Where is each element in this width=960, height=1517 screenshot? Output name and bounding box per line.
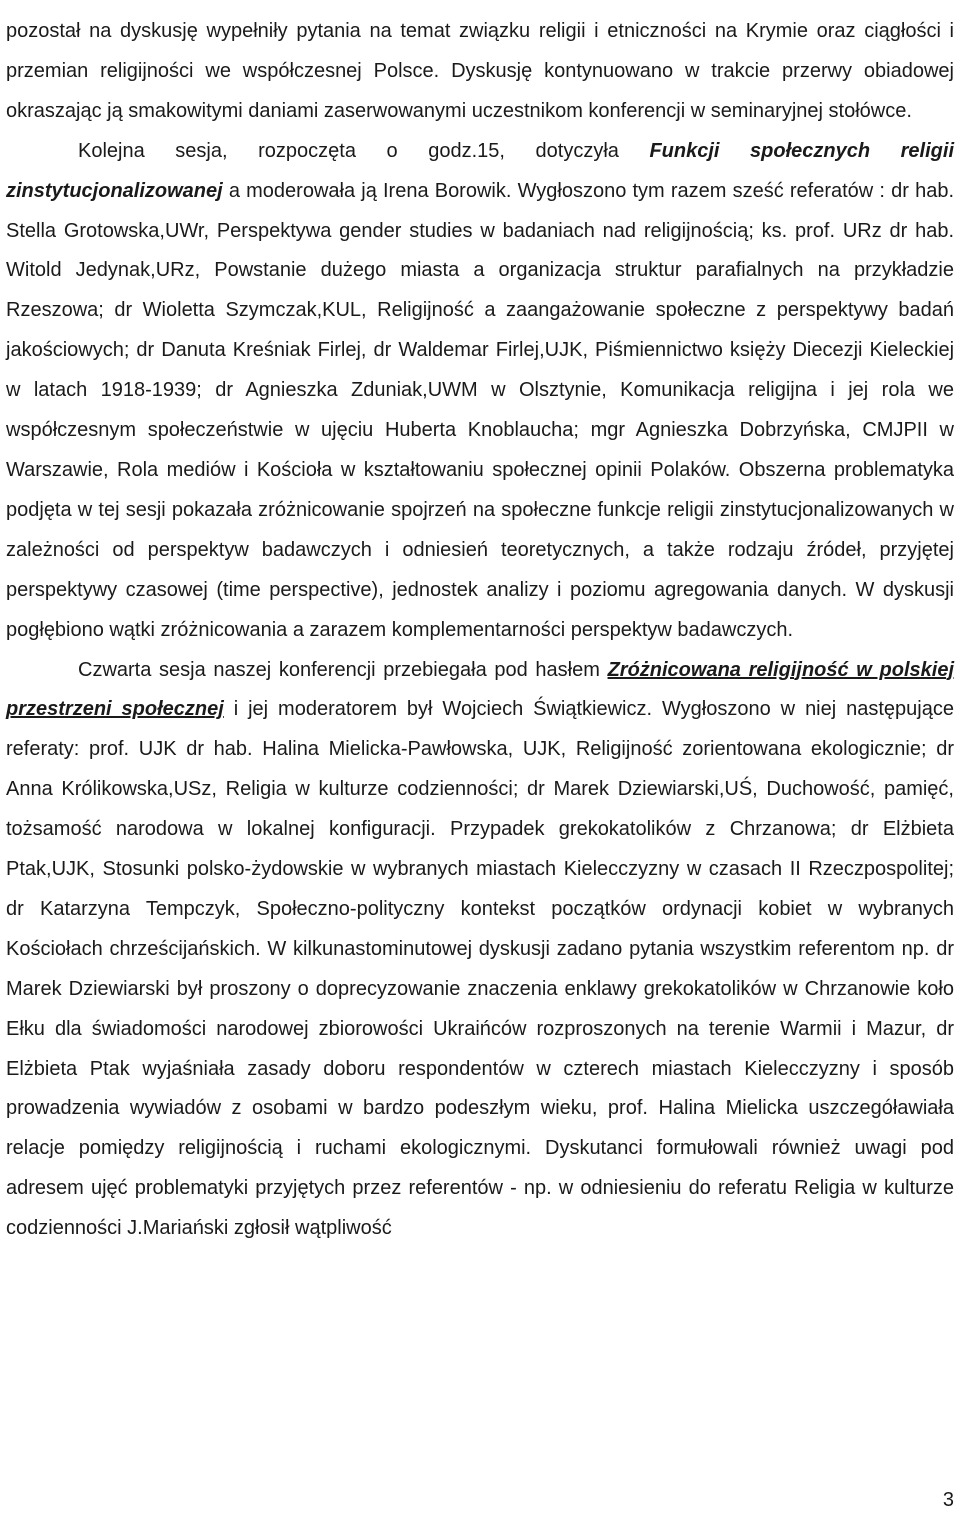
text-run: ,	[203, 219, 217, 242]
emphasis-run: dr Wioletta Szymczak	[114, 299, 317, 322]
text-run: ;	[830, 818, 851, 841]
emphasis-run: Powstanie dużego miasta a organizacja struktur parafialnych na przykładzie Rzeszowa;	[6, 259, 954, 322]
text-run: ,	[89, 858, 103, 881]
emphasis-run: Duchowość, pamięć, tożsamość narodowa w lokalnej konfiguracji. Przypadek grekokatolików z Chrzanowa	[6, 778, 954, 841]
emphasis-run: Religia w kulturze codzienności	[6, 1177, 954, 1240]
emphasis-run: mgr Agnieszka Dobrzyńska, CMJPII w Warszawie,	[6, 419, 954, 481]
text-run: Kolejna sesja, rozpoczęta o godz.15, dotyczyła	[78, 139, 650, 162]
text-run: Obszerna problematyka podjęta w tej sesji pokazała zróżnicowanie spojrzeń na społeczne funkcje religii zinstytucjonalizowanych w zależności od perspektyw badawczych i odniesień teoretycznych, a także rodzaju źródeł, przyjętej perspektywy czasowej (	[6, 458, 954, 601]
text-run	[109, 459, 117, 481]
text-run: pozostał na dyskusję wypełniły pytania na temat związku religii i etniczności na Krymie oraz ciągłości i przemian religijności we współczesnej Polsce. Dyskusję kontynuowano w trakcie przerwy obiadowej okraszając ją smakowitymi daniami zaserwowanymi uczestnikom konferencji w seminaryjnej stołówce.	[6, 20, 954, 122]
emphasis-run: ),	[371, 578, 384, 601]
emphasis-run: Rola mediów i Kościoła w kształtowaniu społecznej opinii Polaków.	[117, 458, 731, 481]
page-number: 3	[942, 1489, 954, 1511]
emphasis-run: Funkcji społecznych religii zinstytucjonalizowanej	[6, 139, 954, 202]
emphasis-run: Komunikacja religijna i jej rola we współczesnym społeczeństwie w ujęciu Huberta Knoblaucha	[6, 379, 954, 442]
emphasis-run: Stosunki polsko-żydowskie w wybranych miastach Kielecczyzny w czasach II Rzeczpospolitej	[102, 858, 949, 881]
text-run: ,	[539, 339, 545, 362]
emphasis-run: dr Marek Dziewiarski,UŚ,	[527, 778, 758, 801]
emphasis-run: Religijność a zaangażowanie społeczne z perspektywy badań jakościowych;	[6, 299, 954, 362]
text-run: ,	[361, 299, 378, 322]
text-run: i jej moderatorem był Wojciech Świątkiewicz. Wygłoszono w niej następujące referaty:	[6, 698, 954, 761]
text-run: ,	[46, 858, 52, 881]
text-run: Czwarta sesja naszej konferencji przebiegała pod hasłem	[78, 658, 608, 681]
emphasis-run: Religia w kulturze codzienności	[225, 778, 513, 801]
text-run: jednostek analizy i poziomu agregowania danych. W dyskusji pogłębiono wątki zróżnicowania a zarazem komplementarności perspektyw badawczych.	[6, 578, 955, 641]
emphasis-run: KUL	[322, 299, 362, 322]
emphasis-run: time perspective	[223, 578, 372, 601]
emphasis-run: Zróżnicowana religijność w polskiej przestrzeni społecznej	[6, 658, 955, 721]
emphasis-run: UJK	[544, 339, 583, 362]
paragraph-session-break	[6, 12, 954, 132]
text-run: W kilkunastominutowej dyskusji zadano pytania wszystkim referentom np. dr Marek Dziewiarski był proszony o doprecyzowanie znaczenia enklawy grekokatolików w Chrzanowie koło Ełku dla świadomości narodowej zbiorowości Ukraińców rozproszonych na terenie Warmii i Mazur, dr Elżbieta Ptak wyjaśniała zasady doboru respondentów w czterech miastach Kielecczyzny i sposób prowadzenia wywiadów z osobami w bardzo podeszłym wieku, prof. Halina Mielicka uszczegóławiała relacje pomiędzy religijnością i ruchami ekologicznymi. Dyskutanci formułowali również uwagi pod adresem ujęć problematyki przyjętych przez referentów - np. w odniesieniu do referatu	[6, 937, 955, 1200]
emphasis-run: dr Anna Królikowska,USz	[6, 738, 955, 801]
text-run: ,	[560, 738, 576, 761]
emphasis-run: Piśmiennictwo księży Diecezji Kieleckiej w latach 1918-1939;	[6, 339, 955, 402]
paragraph-third-session	[6, 132, 954, 651]
emphasis-run: dr hab. Stella Grotowska,UWr	[6, 179, 955, 242]
text-run: ;	[573, 419, 591, 442]
emphasis-run: ks. prof. URz dr hab. Witold Jedynak,URz	[6, 219, 954, 282]
emphasis-run: prof. UJK dr hab. Halina Mielicka-Pawłowska, UJK	[89, 738, 561, 761]
text-run: ;	[512, 778, 528, 801]
text-run: ,	[582, 339, 596, 362]
emphasis-run: Religijność zorientowana ekologicznie	[575, 738, 921, 761]
emphasis-run: Perspektywa gender studies w badaniach nad religijnością;	[216, 219, 762, 242]
text-run: a moderowała ją Irena Borowik. Wygłoszono tym razem sześć referatów :	[222, 179, 892, 202]
emphasis-run: dr Danuta Kreśniak Firlej, dr Waldemar Firlej	[136, 339, 540, 362]
text-run: J.Mariański zgłosił wątpliwość	[121, 1217, 392, 1240]
text-run: ,	[234, 897, 257, 920]
emphasis-run: dr Elżbieta Ptak	[6, 818, 954, 881]
text-run: ;	[920, 738, 937, 761]
emphasis-run: dr Agnieszka Zduniak,UWM w Olsztynie,	[215, 379, 621, 402]
emphasis-run: UJK	[51, 858, 90, 881]
text-run: ,	[211, 778, 226, 801]
text-run: ,	[194, 259, 215, 282]
text-run: ,	[316, 299, 323, 322]
emphasis-run: dr Katarzyna Tempczyk	[6, 897, 235, 920]
text-run: ;	[948, 858, 954, 881]
document-body	[6, 12, 954, 1249]
paragraph-fourth-session	[6, 651, 954, 1250]
emphasis-run: Społeczno-polityczny kontekst początków ordynacji kobiet w wybranych Kościołach chrześcijańskich.	[6, 897, 954, 960]
